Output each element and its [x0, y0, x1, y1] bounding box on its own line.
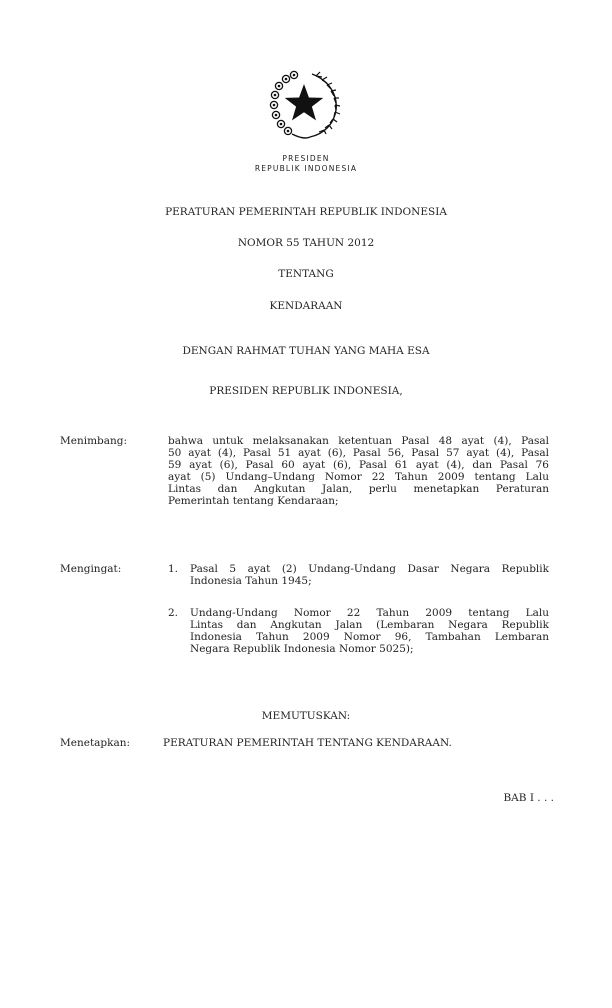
mengingat-label: Mengingat:: [60, 563, 122, 575]
menimbang-line: Pemerintah tentang Kendaraan;: [168, 495, 339, 507]
menimbang-line: bahwa untuk melaksanakan ketentuan Pasal 48 ayat (4), Pasal: [168, 435, 549, 447]
issuer-line: PRESIDEN REPUBLIK INDONESIA,: [209, 385, 403, 397]
menimbang-line: 50 ayat (4), Pasal 51 ayat (6), Pasal 56, Pasal 57 ayat (4), Pasal: [168, 447, 549, 459]
menetapkan-label: Menetapkan:: [60, 737, 131, 749]
menimbang-line: 59 ayat (6), Pasal 60 ayat (6), Pasal 61 ayat (4), dan Pasal 76: [168, 459, 549, 471]
mengingat-item-number: 2.: [168, 607, 179, 619]
menimbang-line: Lintas dan Angkutan Jalan, perlu menetapkan Peraturan: [168, 483, 549, 495]
mengingat-item-number: 1.: [168, 563, 179, 575]
next-page-catchword: BAB I . . .: [503, 792, 554, 804]
mengingat-item-line: Indonesia Tahun 1945;: [190, 575, 312, 587]
regulation-subject: KENDARAAN: [269, 300, 343, 312]
garuda-emblem-icon: [266, 66, 342, 142]
emblem-caption-republik: REPUBLIK INDONESIA: [254, 164, 358, 173]
invocation-line: DENGAN RAHMAT TUHAN YANG MAHA ESA: [182, 345, 430, 357]
mengingat-item-line: Negara Republik Indonesia Nomor 5025);: [190, 643, 414, 655]
menimbang-line: ayat (5) Undang–Undang Nomor 22 Tahun 2009 tentang Lalu: [168, 471, 549, 483]
mengingat-item-line: Indonesia Tahun 2009 Nomor 96, Tambahan Lembaran: [190, 631, 549, 643]
memutuskan-heading: MEMUTUSKAN:: [261, 710, 351, 722]
mengingat-item: [190, 563, 549, 587]
regulation-number: NOMOR 55 TAHUN 2012: [237, 237, 375, 249]
menetapkan-text: PERATURAN PEMERINTAH TENTANG KENDARAAN.: [163, 737, 452, 749]
mengingat-item: [190, 607, 549, 655]
emblem-caption-presiden: PRESIDEN: [282, 154, 330, 163]
menimbang-label: Menimbang:: [60, 435, 128, 447]
menimbang-paragraph: [168, 435, 549, 507]
mengingat-item-line: Undang-Undang Nomor 22 Tahun 2009 tentang Lalu: [190, 607, 549, 619]
mengingat-item-line: Lintas dan Angkutan Jalan (Lembaran Negara Republik: [190, 619, 549, 631]
mengingat-item-line: Pasal 5 ayat (2) Undang-Undang Dasar Negara Republik: [190, 563, 549, 575]
tentang-heading: TENTANG: [278, 268, 334, 280]
regulation-title: PERATURAN PEMERINTAH REPUBLIK INDONESIA: [165, 206, 447, 218]
